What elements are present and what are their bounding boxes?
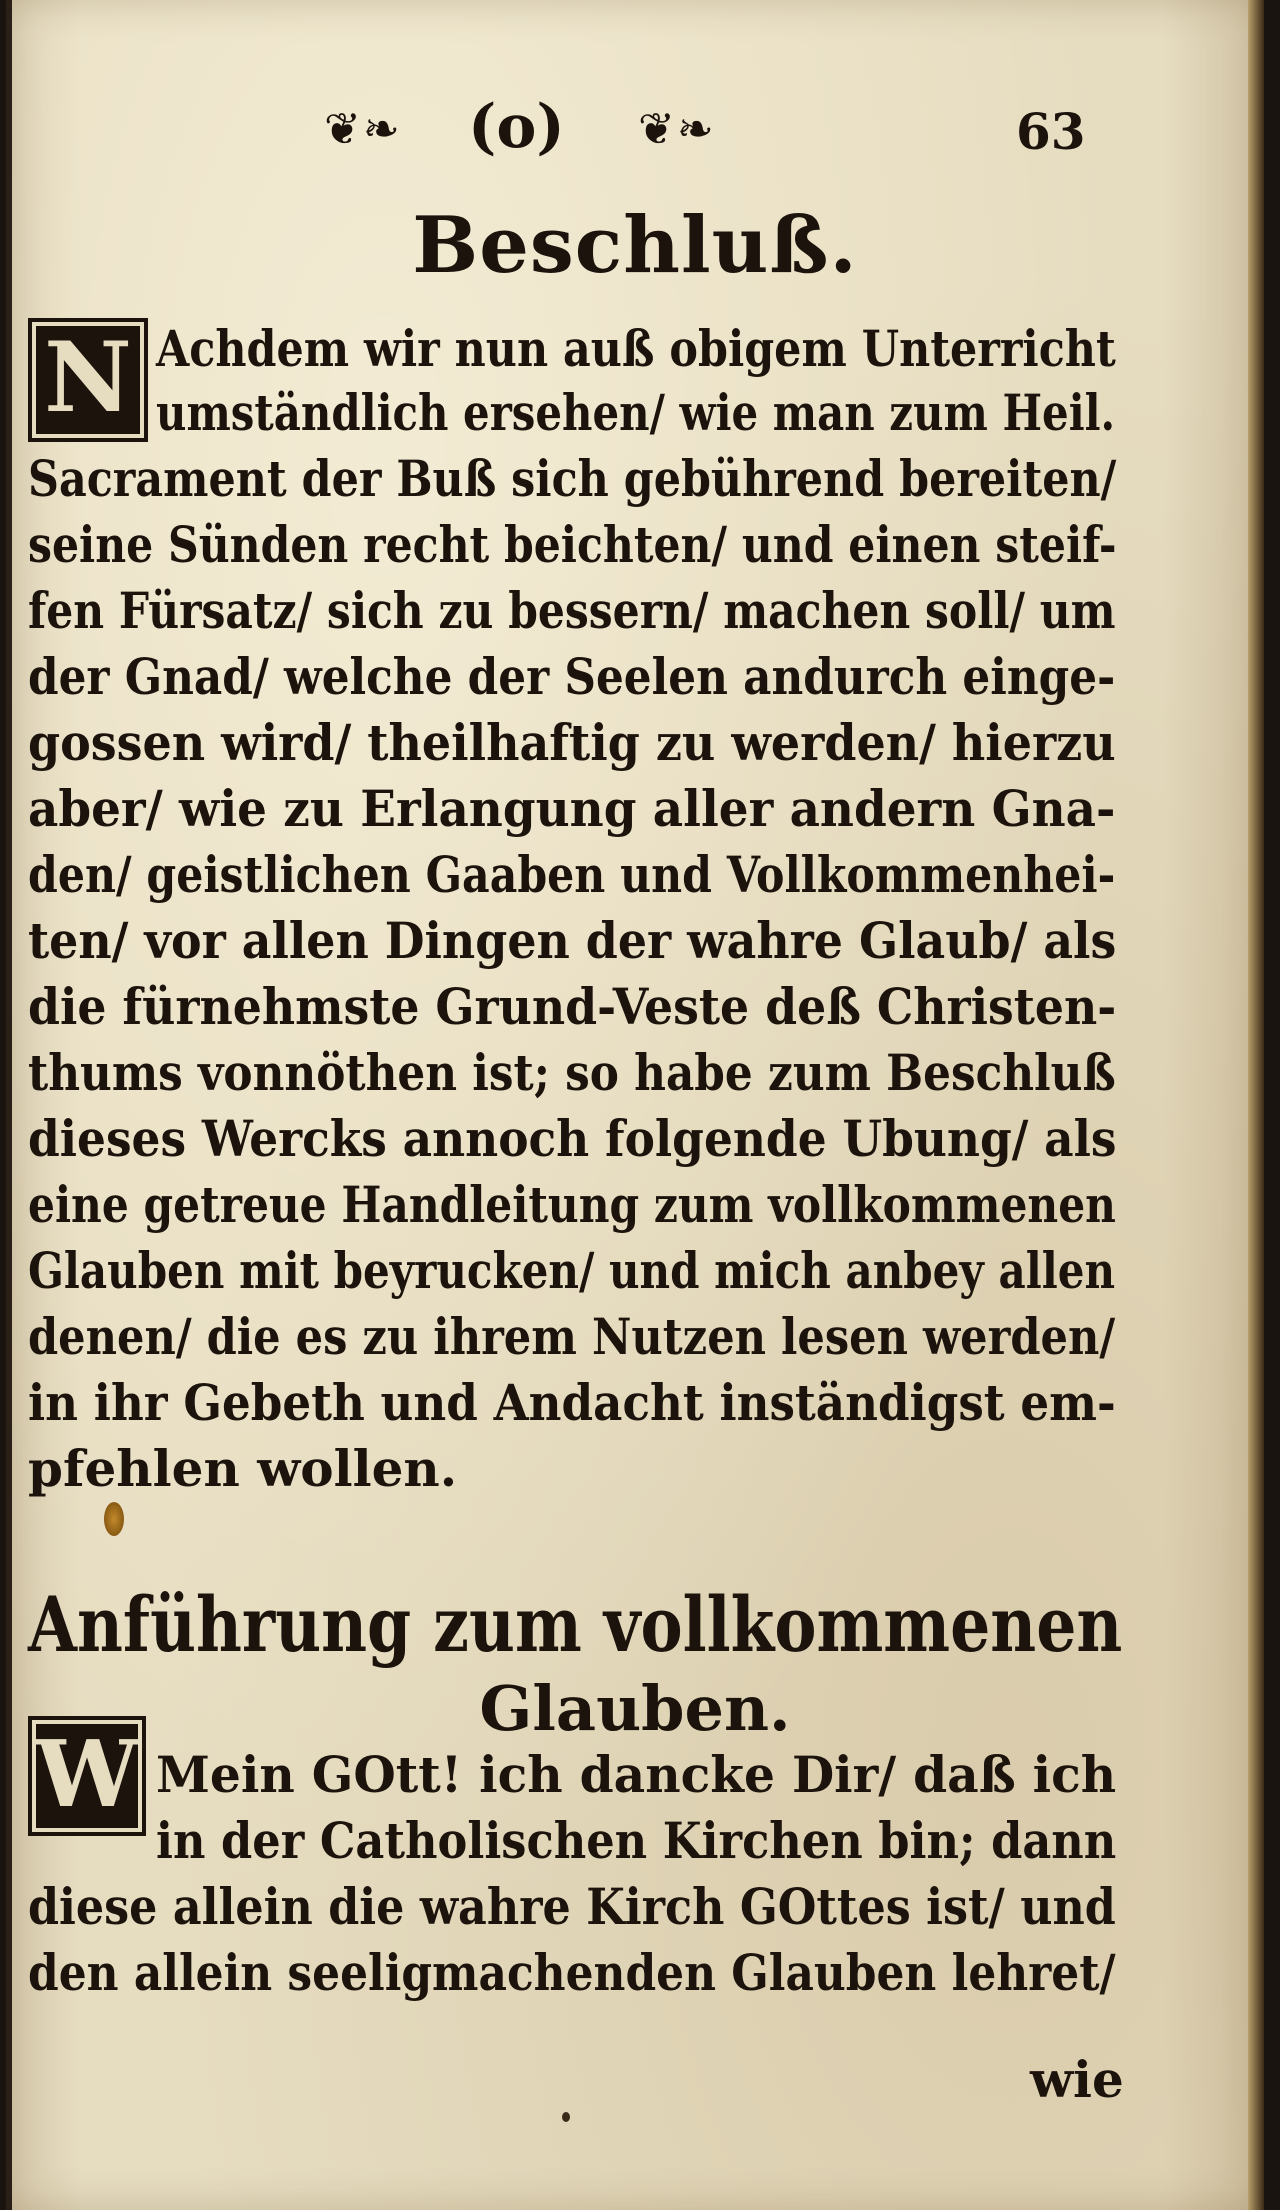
ornament-left-icon: ❦❧ xyxy=(324,104,402,155)
text-line: Glauben mit beyrucken/ und mich anbey allen xyxy=(28,1241,1116,1300)
catchword: wie xyxy=(1030,2050,1124,2109)
text-line: aber/ wie zu Erlangung aller andern Gna- xyxy=(28,779,1116,838)
text-line: in ihr Gebeth und Andacht inständigst em- xyxy=(28,1373,1116,1432)
page-number: 63 xyxy=(1016,102,1086,161)
text-line: fen Fürsatz/ sich zu bessern/ machen soll/ um xyxy=(28,581,1116,640)
text-line: seine Sünden recht beichten/ und einen steif- xyxy=(28,515,1117,574)
text-line: diese allein die wahre Kirch GOttes ist/ und xyxy=(28,1877,1116,1936)
heading-guidance-line1: Anführung zum vollkommenen xyxy=(28,1580,1123,1669)
text-line: pfehlen wollen. xyxy=(28,1439,458,1498)
drop-cap-w: W xyxy=(28,1716,146,1836)
drop-cap-n: N xyxy=(28,318,148,442)
running-head: (o) xyxy=(468,92,565,162)
text-line: den allein seeligmachenden Glauben lehret/ xyxy=(28,1943,1116,2002)
text-line: in der Catholischen Kirchen bin; dann xyxy=(156,1811,1117,1870)
page-left-edge xyxy=(6,0,12,2210)
page-header xyxy=(6,92,1264,172)
text-line: Mein GOtt! ich dancke Dir/ daß ich xyxy=(156,1745,1117,1804)
text-line: ten/ vor allen Dingen der wahre Glaub/ als xyxy=(28,911,1117,970)
text-line: umständlich ersehen/ wie man zum Heil. xyxy=(156,383,1116,442)
text-line: den/ geistlichen Gaaben und Vollkommenhei- xyxy=(28,845,1116,904)
section-title: Beschluß. xyxy=(412,200,858,291)
ink-dot xyxy=(562,2112,570,2122)
text-line: der Gnad/ welche der Seelen andurch einge- xyxy=(28,647,1116,706)
ornament-right-icon: ❦❧ xyxy=(638,104,716,155)
page-right-edge xyxy=(1248,0,1264,2210)
text-line: Sacrament der Buß sich gebührend bereiten/ xyxy=(28,449,1117,508)
text-line: gossen wird/ theilhaftig zu werden/ hierzu xyxy=(28,713,1116,772)
text-line: denen/ die es zu ihrem Nutzen lesen werden/ xyxy=(28,1307,1116,1366)
text-line: thums vonnöthen ist; so habe zum Beschluß xyxy=(28,1043,1116,1102)
heading-guidance-line2: Glauben. xyxy=(479,1672,791,1745)
text-line: die fürnehmste Grund-Veste deß Christen- xyxy=(28,977,1117,1036)
text-line: dieses Wercks annoch folgende Ubung/ als xyxy=(28,1109,1117,1168)
book-page xyxy=(6,0,1264,2210)
text-line: Achdem wir nun auß obigem Unterricht xyxy=(156,319,1116,378)
text-line: eine getreue Handleitung zum vollkommenen xyxy=(28,1175,1116,1234)
paper-stain xyxy=(104,1502,124,1536)
